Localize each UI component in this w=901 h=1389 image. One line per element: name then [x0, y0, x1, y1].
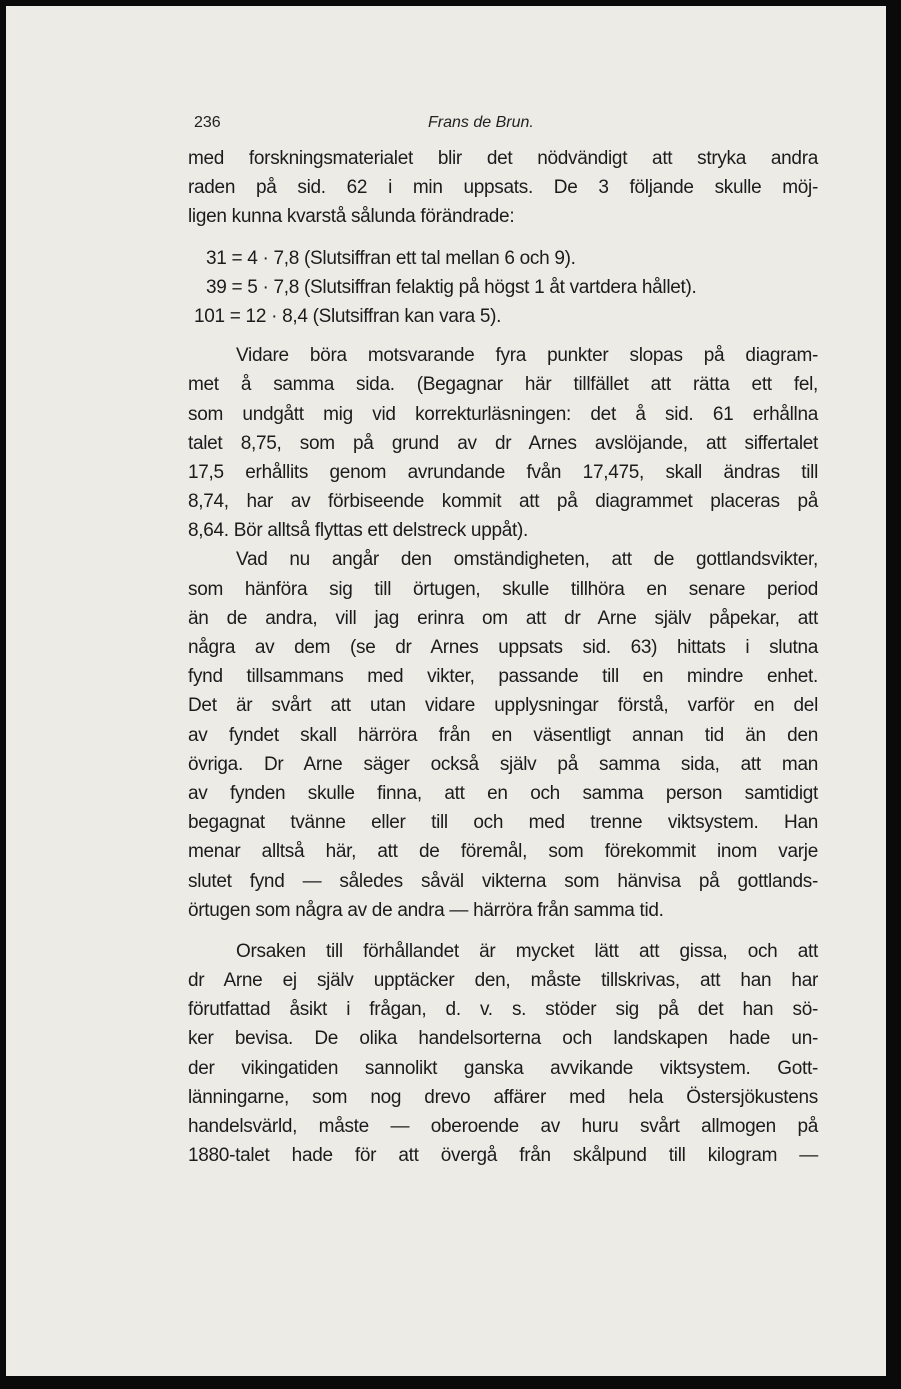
text-line: 8,74, har av förbiseende kommit att på diagrammet placeras på — [188, 491, 818, 513]
text-line: begagnat tvänne eller till och med trenne viktsystem. Han — [188, 812, 818, 834]
equation-line: 31 = 4 · 7,8 (Slutsiffran ett tal mellan 6 och 9). — [206, 247, 576, 269]
paragraph-gotland-weights — [188, 545, 818, 924]
text-line: förutfattad åsikt i frågan, d. v. s. stöder sig på det han sö- — [188, 999, 818, 1021]
text-line: som hänföra sig till örtugen, skulle tillhöra en senare period — [188, 578, 818, 600]
text-line: 17,5 erhållits genom avrundande fvån 17,475, skall ändras till — [188, 461, 818, 483]
equation-line: 101 = 12 · 8,4 (Slutsiffran kan vara 5). — [194, 305, 502, 327]
text-line: av fyndet skall härröra från en väsentligt annan tid än den — [188, 724, 818, 746]
text-line: handelsvärld, måste — oberoende av huru svårt allmogen på — [188, 1116, 818, 1137]
text-line: länningarne, som nog drevo affärer med hela Östersjökustens — [188, 1086, 818, 1108]
text-line: övriga. Dr Arne säger också själv på samma sida, att man — [188, 753, 818, 775]
text-line: talet 8,75, som på grund av dr Arnes avslöjande, att siffertalet — [188, 432, 818, 454]
page-text — [188, 114, 818, 1170]
text-line: ligen kunna kvarstå sålunda förändrade: — [188, 206, 515, 228]
text-line: Orsaken till förhållandet är mycket lätt att gissa, och att — [236, 940, 818, 962]
text-line: raden på sid. 62 i min uppsats. De 3 följande skulle möj- — [188, 177, 818, 199]
text-line: av fynden skulle finna, att en och samma person samtidigt — [188, 782, 818, 804]
text-line: än de andra, vill jag erinra om att dr Arne själv påpekar, att — [188, 607, 818, 629]
paragraph-diagram-correction — [188, 341, 818, 545]
text-line: 8,64. Bör alltså flyttas ett delstreck uppåt). — [188, 520, 528, 542]
intro-paragraph — [188, 144, 818, 232]
running-title: Frans de Brun. — [428, 114, 534, 131]
text-line: ker bevisa. De olika handelsorterna och landskapen hade un- — [188, 1028, 818, 1050]
equation-list — [188, 244, 818, 332]
text-line: örtugen som några av de andra — härröra från samma tid. — [188, 899, 664, 921]
text-line: slutet fynd — således såväl vikterna som hänvisa på gottlands- — [188, 870, 818, 892]
text-line: med forskningsmaterialet blir det nödvändigt att stryka andra — [188, 148, 818, 169]
text-line: 1880-talet hade för att övergå från skålpund till kilogram — — [188, 1145, 818, 1167]
text-line: Vad nu angår den omständigheten, att de gottlandsvikter, — [236, 549, 818, 571]
page-header — [188, 114, 818, 144]
paragraph-cause — [188, 937, 818, 1171]
text-line: dr Arne ej själv upptäcker den, måste tillskrivas, att han har — [188, 970, 818, 992]
text-line: Det är svårt att utan vidare upplysningar förstå, varför en del — [188, 695, 818, 717]
text-line: der vikingatiden sannolikt ganska avvikande viktsystem. Gott- — [188, 1057, 818, 1079]
text-line: Vidare böra motsvarande fyra punkter slopas på diagram- — [236, 345, 818, 367]
page-number: 236 — [194, 114, 221, 131]
text-line: met å samma sida. (Begagnar här tillfället att rätta ett fel, — [188, 374, 818, 396]
text-line: några av dem (se dr Arnes uppsats sid. 63) hittats i slutna — [188, 637, 818, 658]
book-page — [6, 6, 886, 1376]
equation-line: 39 = 5 · 7,8 (Slutsiffran felaktig på högst 1 åt vartdera hållet). — [206, 276, 697, 298]
text-line: menar alltså här, att de föremål, som förekommit inom varje — [188, 841, 818, 863]
text-line: som undgått mig vid korrekturläsningen: det å sid. 61 erhållna — [188, 403, 818, 425]
text-line: fynd tillsammans med vikter, passande till en mindre enhet. — [188, 666, 818, 688]
